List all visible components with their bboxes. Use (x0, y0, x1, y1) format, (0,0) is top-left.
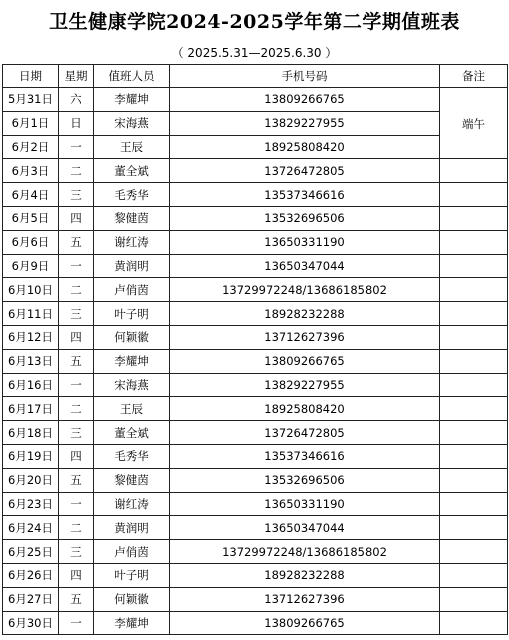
table-row (3, 278, 508, 302)
staff-cell: 卢俏茵 (94, 278, 170, 302)
table-row (3, 325, 508, 349)
date-cell: 6月27日 (3, 587, 59, 611)
table-row (3, 349, 508, 373)
note-cell (440, 492, 508, 516)
weekday-cell: 一 (59, 373, 94, 397)
phone-cell: 18925808420 (170, 397, 440, 421)
date-cell: 6月18日 (3, 421, 59, 445)
weekday-cell: 日 (59, 111, 94, 135)
weekday-cell: 三 (59, 183, 94, 207)
staff-cell: 卢俏茵 (94, 540, 170, 564)
phone-cell: 13532696506 (170, 206, 440, 230)
phone-cell: 13726472805 (170, 159, 440, 183)
date-cell: 6月4日 (3, 183, 59, 207)
weekday-cell: 四 (59, 325, 94, 349)
duty-roster-table (2, 64, 508, 635)
note-cell (440, 397, 508, 421)
staff-cell: 王辰 (94, 135, 170, 159)
weekday-cell: 三 (59, 540, 94, 564)
weekday-cell: 五 (59, 468, 94, 492)
weekday-cell: 五 (59, 587, 94, 611)
table-row (3, 421, 508, 445)
phone-cell: 13537346616 (170, 444, 440, 468)
weekday-cell: 二 (59, 397, 94, 421)
staff-cell: 董全斌 (94, 159, 170, 183)
staff-cell: 何颖徽 (94, 587, 170, 611)
table-row (3, 540, 508, 564)
table-row (3, 135, 508, 159)
note-cell (440, 611, 508, 635)
phone-cell: 18925808420 (170, 135, 440, 159)
note-cell (440, 563, 508, 587)
staff-cell: 李耀坤 (94, 349, 170, 373)
staff-cell: 谢红涛 (94, 230, 170, 254)
phone-cell: 18928232288 (170, 563, 440, 587)
table-row (3, 611, 508, 635)
header-note: 备注 (440, 65, 508, 88)
note-cell (440, 159, 508, 183)
weekday-cell: 二 (59, 159, 94, 183)
note-cell (440, 587, 508, 611)
table-row (3, 206, 508, 230)
phone-cell: 13729972248/13686185802 (170, 540, 440, 564)
table-row (3, 563, 508, 587)
staff-cell: 黄润明 (94, 516, 170, 540)
table-row (3, 373, 508, 397)
date-cell: 6月26日 (3, 563, 59, 587)
note-cell (440, 183, 508, 207)
weekday-cell: 四 (59, 206, 94, 230)
weekday-cell: 一 (59, 135, 94, 159)
note-cell (440, 302, 508, 326)
table-row (3, 183, 508, 207)
weekday-cell: 四 (59, 444, 94, 468)
phone-cell: 13650347044 (170, 516, 440, 540)
staff-cell: 黎健茵 (94, 206, 170, 230)
roster-body (3, 88, 508, 635)
staff-cell: 李耀坤 (94, 88, 170, 112)
date-cell: 6月3日 (3, 159, 59, 183)
phone-cell: 13829227955 (170, 373, 440, 397)
weekday-cell: 一 (59, 492, 94, 516)
weekday-cell: 五 (59, 230, 94, 254)
date-cell: 5月31日 (3, 88, 59, 112)
note-cell (440, 88, 508, 159)
staff-cell: 宋海燕 (94, 111, 170, 135)
table-row (3, 230, 508, 254)
staff-cell: 黎健茵 (94, 468, 170, 492)
phone-cell: 13650331190 (170, 230, 440, 254)
phone-cell: 18928232288 (170, 302, 440, 326)
date-cell: 6月1日 (3, 111, 59, 135)
weekday-cell: 四 (59, 563, 94, 587)
header-weekday: 星期 (59, 65, 94, 88)
table-row (3, 159, 508, 183)
staff-cell: 王辰 (94, 397, 170, 421)
date-cell: 6月25日 (3, 540, 59, 564)
date-cell: 6月10日 (3, 278, 59, 302)
table-row (3, 302, 508, 326)
phone-cell: 13809266765 (170, 349, 440, 373)
phone-cell: 13712627396 (170, 325, 440, 349)
table-row (3, 587, 508, 611)
weekday-cell: 三 (59, 421, 94, 445)
table-row (3, 254, 508, 278)
date-cell: 6月24日 (3, 516, 59, 540)
table-header-row (3, 65, 508, 88)
date-cell: 6月13日 (3, 349, 59, 373)
note-cell (440, 516, 508, 540)
staff-cell: 毛秀华 (94, 183, 170, 207)
phone-cell: 13537346616 (170, 183, 440, 207)
staff-cell: 叶子明 (94, 302, 170, 326)
staff-cell: 李耀坤 (94, 611, 170, 635)
holiday-note: 端午 (462, 117, 485, 131)
date-cell: 6月2日 (3, 135, 59, 159)
staff-cell: 叶子明 (94, 563, 170, 587)
weekday-cell: 三 (59, 302, 94, 326)
phone-cell: 13829227955 (170, 111, 440, 135)
header-phone: 手机号码 (170, 65, 440, 88)
note-cell (440, 444, 508, 468)
weekday-cell: 二 (59, 516, 94, 540)
note-cell (440, 373, 508, 397)
header-staff: 值班人员 (94, 65, 170, 88)
staff-cell: 黄润明 (94, 254, 170, 278)
staff-cell: 宋海燕 (94, 373, 170, 397)
note-cell (440, 254, 508, 278)
date-range-subtitle: （ 2025.5.31—2025.6.30 ） (171, 45, 338, 60)
header-date: 日期 (3, 65, 59, 88)
table-row (3, 444, 508, 468)
weekday-cell: 一 (59, 611, 94, 635)
table-row (3, 516, 508, 540)
page-title: 卫生健康学院2024-2025学年第二学期值班表 (49, 11, 460, 33)
weekday-cell: 五 (59, 349, 94, 373)
date-cell: 6月11日 (3, 302, 59, 326)
staff-cell: 谢红涛 (94, 492, 170, 516)
date-cell: 6月9日 (3, 254, 59, 278)
phone-cell: 13809266765 (170, 88, 440, 112)
note-cell (440, 540, 508, 564)
table-row (3, 111, 508, 135)
staff-cell: 董全斌 (94, 421, 170, 445)
date-cell: 6月6日 (3, 230, 59, 254)
weekday-cell: 二 (59, 278, 94, 302)
date-cell: 6月19日 (3, 444, 59, 468)
weekday-cell: 一 (59, 254, 94, 278)
date-cell: 6月12日 (3, 325, 59, 349)
note-cell (440, 325, 508, 349)
table-row (3, 397, 508, 421)
staff-cell: 何颖徽 (94, 325, 170, 349)
note-cell (440, 468, 508, 492)
date-cell: 6月20日 (3, 468, 59, 492)
date-cell: 6月5日 (3, 206, 59, 230)
phone-cell: 13712627396 (170, 587, 440, 611)
note-cell (440, 349, 508, 373)
weekday-cell: 六 (59, 88, 94, 112)
date-cell: 6月30日 (3, 611, 59, 635)
date-cell: 6月16日 (3, 373, 59, 397)
phone-cell: 13809266765 (170, 611, 440, 635)
table-row (3, 468, 508, 492)
phone-cell: 13650347044 (170, 254, 440, 278)
note-cell (440, 230, 508, 254)
note-cell (440, 278, 508, 302)
note-cell (440, 421, 508, 445)
phone-cell: 13729972248/13686185802 (170, 278, 440, 302)
phone-cell: 13650331190 (170, 492, 440, 516)
table-row (3, 88, 508, 112)
phone-cell: 13726472805 (170, 421, 440, 445)
staff-cell: 毛秀华 (94, 444, 170, 468)
date-cell: 6月23日 (3, 492, 59, 516)
date-cell: 6月17日 (3, 397, 59, 421)
note-cell (440, 206, 508, 230)
phone-cell: 13532696506 (170, 468, 440, 492)
table-row (3, 492, 508, 516)
